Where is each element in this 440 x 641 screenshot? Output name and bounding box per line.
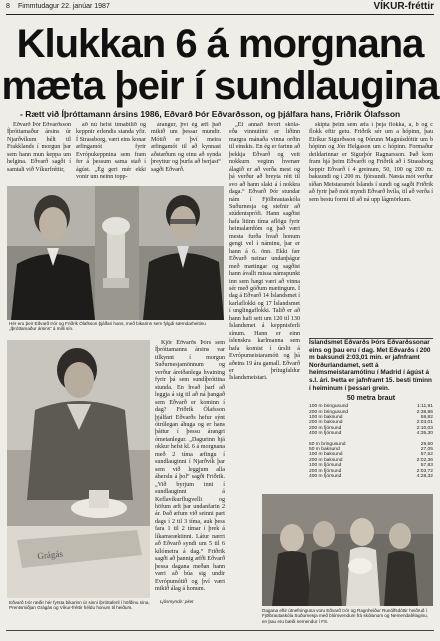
photo-caption-1: Hér eru þeir Eðvarð Þór og Friðrik Ólafsson þjálfari hans, með bikarinn sem fylgdi sæmdarheitinu „Íþróttamaður ársins“ á milli sín.: [9, 321, 206, 332]
records-table-2: [309, 442, 433, 480]
record-event: 100 m baksund: [309, 452, 343, 458]
record-event: 400 m fjórsund: [309, 474, 342, 480]
article-column-2: að nú hefst tímabilið og keppnir erlendis standa yfir. Í Strassborg, væri eins konar æfingamót fyrir Evrópukeppnina sem fram fer á þessum sama stað í ágúst. „Ég geri mér ekki vonir um neinn topp-: [76, 122, 146, 181]
article-column-1: Eðvarð Þór Eðvarðsson Íþróttamaður ársins úr Njarðvíkum hélt til Frakklands í morgun þar sem hann mun keppa um helgina. Eðvarð sagði í samtali við Víkurfréttir,: [7, 122, 71, 173]
record-time: 57,83: [420, 463, 433, 469]
svg-text:Grágás: Grágás: [36, 548, 64, 562]
issue-date: Fimmtudagur 22. janúar 1987: [18, 3, 110, 10]
photo-caption-3: Dagana eftir útnefninguna voru Eðvarð Þór og Ragnheiður Runólfsdóttir heiðruð í Fjölbrautaskóla Suðurnesja með blómvendum frá skólanum og Nemendafélaginu, en þau eru bæði nemendur í FS.: [262, 608, 428, 624]
record-event: 50 m baksund: [309, 447, 340, 452]
photo-school-honor: [262, 494, 433, 606]
article-column-5: skipta þeim sem æfa í þeja flokka, a, b og c flokk eftir getu. Friðrik sér um a hópinn, þau Eiríkur Sigurðsson og Þórunn Magnúsdóttir um b hópinn og Jón Helgason um c hópinn. Formaður deildarinnar er Sigurþór Ragnarsson. Það kom fram hjá þeim Eðvarði og Friðrik að í Strassborg keppir Eðvarð í 4 greinum, 50, 100 og 200 m. baksundi og í 200 m. fjórsundi. Næsta mót verður síðan Meistaramót Íslands í sundi og sagði Friðrik að fyrir það mót myndi Eðvarð hvíla, til að verða í sem bestu formi til að ná upp lágmörkum.: [309, 122, 433, 203]
record-event: 400 m fjórsund: [309, 431, 342, 437]
headline-line-2: mæta þeir í sundlaugina: [1, 64, 439, 108]
page-header: [6, 2, 434, 15]
record-time: 4:28,32: [416, 474, 433, 480]
record-time: 2:10,03: [416, 425, 433, 431]
record-event: 200 m baksund: [309, 420, 343, 426]
records-intro: Íslandsmet Eðvarðs Þórs Eðvarðssonar eins og þau eru í dag. Met Eðvarðs í 200 m baksundi 2:03,01 mín. er jafnframt Norðurlandamet, sett á heimsmeistaramótinu í Madrid í ágúst á s.l. ári. Þetta er jafnframt 15. besti tíminn í heiminum í þessari grein.: [309, 339, 432, 392]
photo-credit: Ljósmyndir: pket: [160, 599, 194, 604]
record-time: 4:35,30: [416, 431, 433, 437]
record-event: 200 m bringusund: [309, 409, 349, 415]
photo-edvard-with-trophy: [7, 340, 150, 598]
record-time: 2:03,01: [416, 420, 433, 426]
record-time: 27,05: [420, 447, 433, 452]
records-title: 50 metra braut: [346, 395, 396, 403]
record-event: 50 m bringusund: [309, 441, 346, 447]
article-column-6: Kjör Eðvarðs Þórs sem Íþróttamanns ársins var tilkynnt í morgun Suðurnesjamönnum og verður áreiðanlega hvatning fyrir þá sem sundíþróttina stunda. En hvað þarf að leggja á sig til að ná þangað sem Eðvarð er kominn í dag? Friðrik Ólafsson þjálfari Eðvarðs hefur sýnt ótrúlegan áhuga og er hans þáttur í þessu árangri ómetanlegur. „Dagurinn hjá okkur hefst kl. 6 á morgnana með 2 tíma æfingu í sundlauginni í Njarðvík þar sem við leggjum alla áherslu á þol“ sagði Friðrik. „Við byrjum inni í sundlauginni á Keflavíkurflugvelli og höfum æft þar undanfarin 2 ár. Það æfum við seinni part dags í 2 til 3 tíma, auk þess fara 1 til 2 tímar í þrek á líkamsræktinni. Látur nærri að Eðvarð syndi um 5 til 6 kílómetra á dag.“ Friðrik sagði að þannig æfði Eðvarð þessa dagana meðan hann væri að búa sig undir Evrópumótið og því væri mikið álag á honum.: [155, 340, 225, 592]
record-event: 200 m baksund: [309, 457, 343, 463]
masthead: VÍKUR-fréttir: [373, 1, 434, 12]
record-event: 200 m fjórsund: [309, 468, 342, 474]
article-column-3: árangur, því ég æfi það mikið um þessar mundir. Mótið er því meira æfingamót til að kynnast aðstæðum og einu að synda þreyttur og þurfa að berjast“ sagði Eðvarð.: [151, 122, 221, 173]
record-time: 2:03,72: [416, 468, 433, 474]
record-time: 2:02,36: [416, 457, 433, 463]
record-time: 2:38,86: [416, 409, 433, 415]
records-table-1: [309, 404, 433, 436]
headline-line-1: Klukkan 6 á morgnana: [16, 22, 424, 66]
article-column-4: „Ef annað hvort skóla- eða vinnutími er liðinn margra mánaða vinna orðin til einskis. En ég er farinn að þekkja Eðvarð og veit nokkurn veginn hvenær álagið er að verða mest og þá verður að breyta rétt til svo að hann slaki á í nokkra daga.“ Eðvarð Þór stundar nám í Fjölbrautaskóla Suðurnesja og stefnir að stúdentsprófi. Hann sagðist hafa litinn tíma aflögu fyrir heimalærdóm og það væri mesta furða hvað honum gengi vel í náminu, þar er hann á 6. önn. Ekki fær Eðvarð neinar undanþágur með mætingar og sagðist hann ávallt missa námspunkt inn sem hægt væri að vinna sér með góðum mætingum. Í dag á Eðvarð 14 Íslandsmet í karlaflokki og 17 Íslandsmet í unglingaflokki. Talið er að hann hafi sett um 120 til 130 Íslandsmet á keppnisferli sínum. Hann er einn íslenskra karlmanna sem hafa komist í úrslit á Evrópumeistaramóti og þá aðeins 19 ára gamall. Eðvarð er þrítugfaldur Íslandsmeistari.: [229, 122, 300, 382]
subheadline: - Rætt við Íþróttamann ársins 1986, Eðvarð Þór Eðvarðsson, og þjálfara hans, Friðrik Ólafsson: [20, 109, 401, 119]
record-event: 100 m baksund: [309, 414, 343, 420]
page-number: 8: [6, 3, 10, 10]
record-event: 200 m fjórsund: [309, 425, 342, 431]
records-box: [309, 338, 433, 491]
record-event: 100 m fjórsund: [309, 463, 342, 469]
photo-caption-2: Eðvarð Þór ræðir hér fyrsta bikarinn úr sinni íþróttaferil í höfðinu sína, Prentsmiðjan Grágás og Víkur-fréttir héldu honum til heiðurs.: [9, 600, 150, 611]
record-time: 1:11,91: [417, 404, 433, 410]
record-time: 29,60: [420, 441, 433, 447]
record-event: 100 m bringusund: [309, 404, 349, 410]
bottom-rule: [6, 630, 434, 631]
photo-edvard-and-coach: [7, 186, 224, 320]
record-time: 57,52: [420, 452, 433, 458]
record-time: 58,82: [420, 414, 433, 420]
record-row: [309, 474, 433, 479]
